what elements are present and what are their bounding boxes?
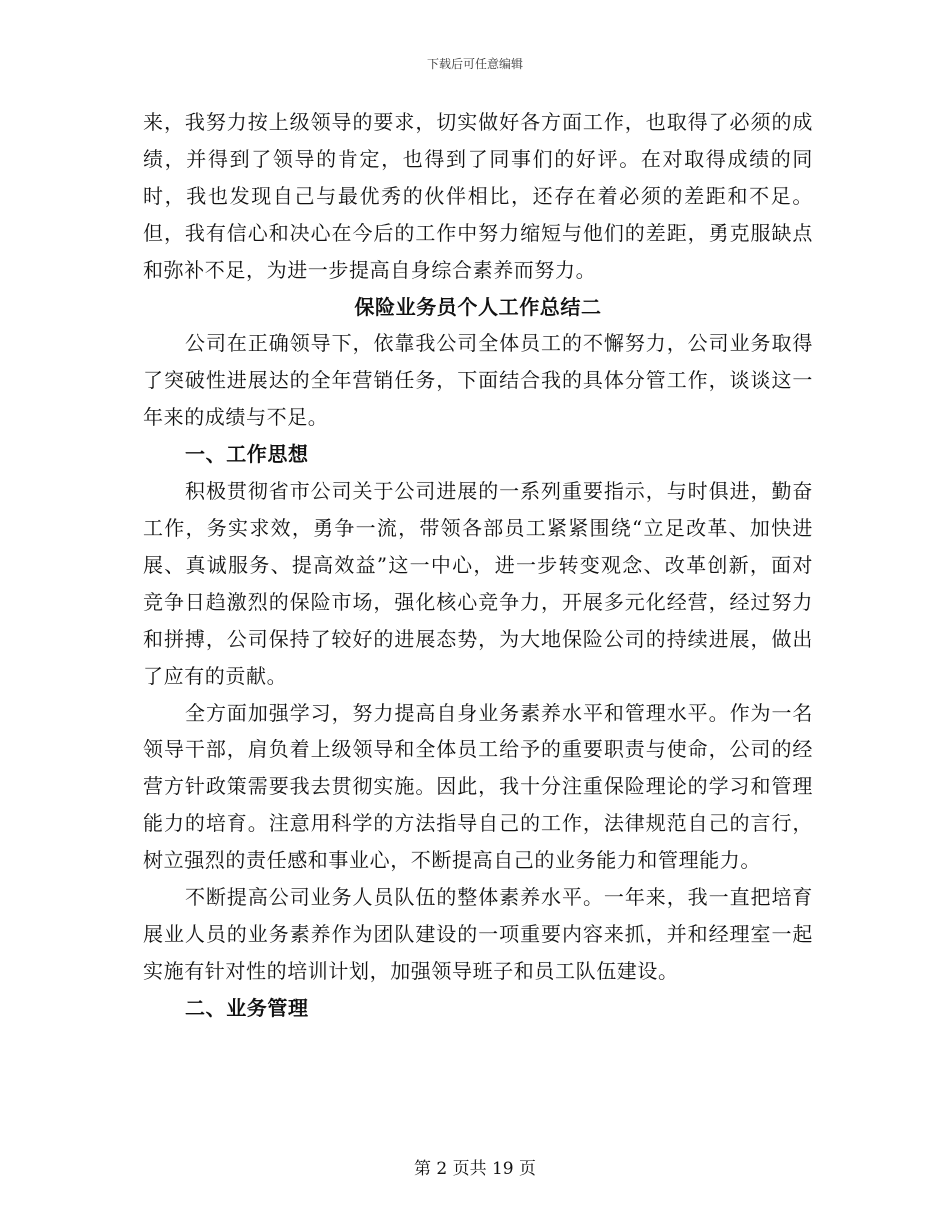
- paragraph-team: 不断提高公司业务人员队伍的整体素养水平。一年来，我一直把培育展业人员的业务素养作为团队建设的一项重要内容来抓，并和经理室一起实施有针对性的培训计划，加强领导班子和员工队伍建设。: [143, 885, 813, 983]
- header-note: 下载后可任意编辑: [426, 57, 523, 71]
- paragraph-study: 全方面加强学习，努力提高自身业务素养水平和管理水平。作为一名领导干部，肩负着上级领导和全体员工给予的重要职责与使命，公司的经营方针政策需要我去贯彻实施。因此，我十分注重保险理论的学习和管理能力的培育。注意用科学的方法指导自己的工作，法律规范自己的言行，树立强烈的责任感和事业心，不断提高自己的业务能力和管理能力。: [143, 700, 813, 873]
- paragraph-intro: 公司在正确领导下，依靠我公司全体员工的不懈努力，公司业务取得了突破性进展达的全年营销任务，下面结合我的具体分管工作，谈谈这一年来的成绩与不足。: [143, 331, 813, 430]
- section-title: 保险业务员个人工作总结二: [354, 294, 602, 319]
- heading-work-thought: 一、工作思想: [185, 442, 309, 467]
- page-number: 第 2 页共 19 页: [413, 1159, 537, 1179]
- heading-business-management: 二、业务管理: [185, 995, 309, 1020]
- paragraph-work-thought: 积极贯彻省市公司关于公司进展的一系列重要指示，与时俱进，勤奋工作，务实求效，勇争一流，带领各部员工紧紧围绕“立足改革、加快进展、真诚服务、提高效益”这一中心，进一步转变观念、改革创新，面对竞争日趋激烈的保险市场，强化核心竞争力，开展多元化经营，经过努力和拼搏，公司保持了较好的进展态势，为大地保险公司的持续进展，做出了应有的贡献。: [143, 479, 813, 688]
- paragraph-continuation: 来，我努力按上级领导的要求，切实做好各方面工作，也取得了必须的成绩，并得到了领导的肯定，也得到了同事们的好评。在对取得成绩的同时，我也发现自己与最优秀的伙伴相比，还存在着必须的差距和不足。但，我有信心和决心在今后的工作中努力缩短与他们的差距，勇克服缺点和弥补不足，为进一步提高自身综合素养而努力。: [143, 110, 813, 282]
- document-body: [143, 104, 813, 1027]
